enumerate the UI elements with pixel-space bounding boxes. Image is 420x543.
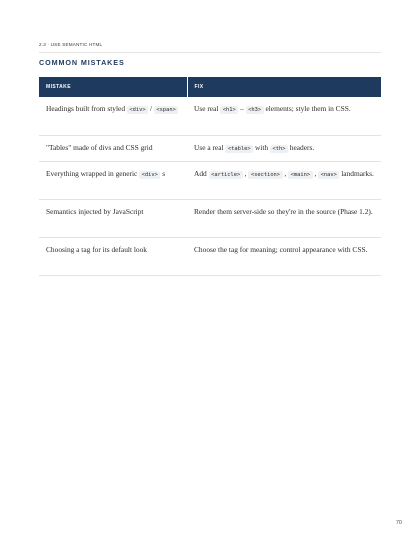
section-title: COMMON MISTAKES (39, 58, 125, 67)
code-snippet: <th> (270, 145, 288, 153)
mistake-cell (39, 161, 187, 199)
table-row (39, 237, 381, 275)
mistake-cell (39, 237, 187, 275)
page-number: 70 (395, 520, 402, 526)
cell-text: / (148, 104, 154, 113)
fix-cell (187, 199, 381, 237)
table-row (39, 97, 381, 135)
table-row (39, 199, 381, 237)
mistakes-table (39, 77, 381, 276)
mistake-cell (39, 135, 187, 161)
fix-cell (187, 237, 381, 275)
running-head: 2.3 · USE SEMANTIC HTML (39, 42, 381, 53)
cell-text: landmarks. (339, 168, 374, 178)
code-snippet: <h3> (246, 106, 264, 114)
cell-text: s (160, 168, 166, 178)
cell-text: Use real (194, 104, 221, 113)
code-snippet: <h1> (220, 106, 238, 114)
fix-cell (187, 161, 381, 199)
fix-cell (187, 135, 381, 161)
cell-text: Choose the tag for meaning; control appearance with CSS. (194, 244, 368, 254)
code-snippet: <div> (127, 106, 148, 114)
cell-text: Choosing a tag for its default look (46, 244, 147, 254)
table-header-row (39, 77, 381, 97)
code-snippet: <table> (225, 145, 253, 153)
cell-text: elements; style them in CSS. (263, 104, 351, 113)
code-snippet: <nav> (318, 171, 339, 179)
code-snippet: <section> (248, 171, 282, 179)
cell-text: Headings built from styled (46, 104, 127, 113)
code-snippet: <span> (154, 106, 178, 114)
cell-text: "Tables" made of divs and CSS grid (46, 142, 153, 152)
cell-text: , (282, 168, 289, 178)
code-snippet: <main> (288, 171, 312, 179)
code-snippet: <article> (209, 171, 243, 179)
cell-text: Everything wrapped in generic (46, 168, 140, 178)
cell-text: with (253, 142, 270, 152)
column-header-mistake: MISTAKE (39, 77, 187, 97)
fix-cell (187, 97, 381, 135)
column-header-fix: FIX (187, 77, 381, 97)
cell-text: Semantics injected by JavaScript (46, 206, 144, 216)
cell-text: , (242, 168, 249, 178)
cell-text: , (312, 168, 319, 178)
mistake-cell (39, 199, 187, 237)
cell-text: – (238, 104, 246, 113)
cell-text: Add (194, 168, 209, 178)
table-row (39, 135, 381, 161)
cell-text: Render them server-side so they're in the source (Phase 1.2). (194, 206, 373, 216)
cell-text: Use a real (194, 142, 226, 152)
mistake-cell (39, 97, 187, 135)
cell-text: headers. (287, 142, 315, 152)
table-row (39, 161, 381, 199)
code-snippet: <div> (139, 171, 160, 179)
